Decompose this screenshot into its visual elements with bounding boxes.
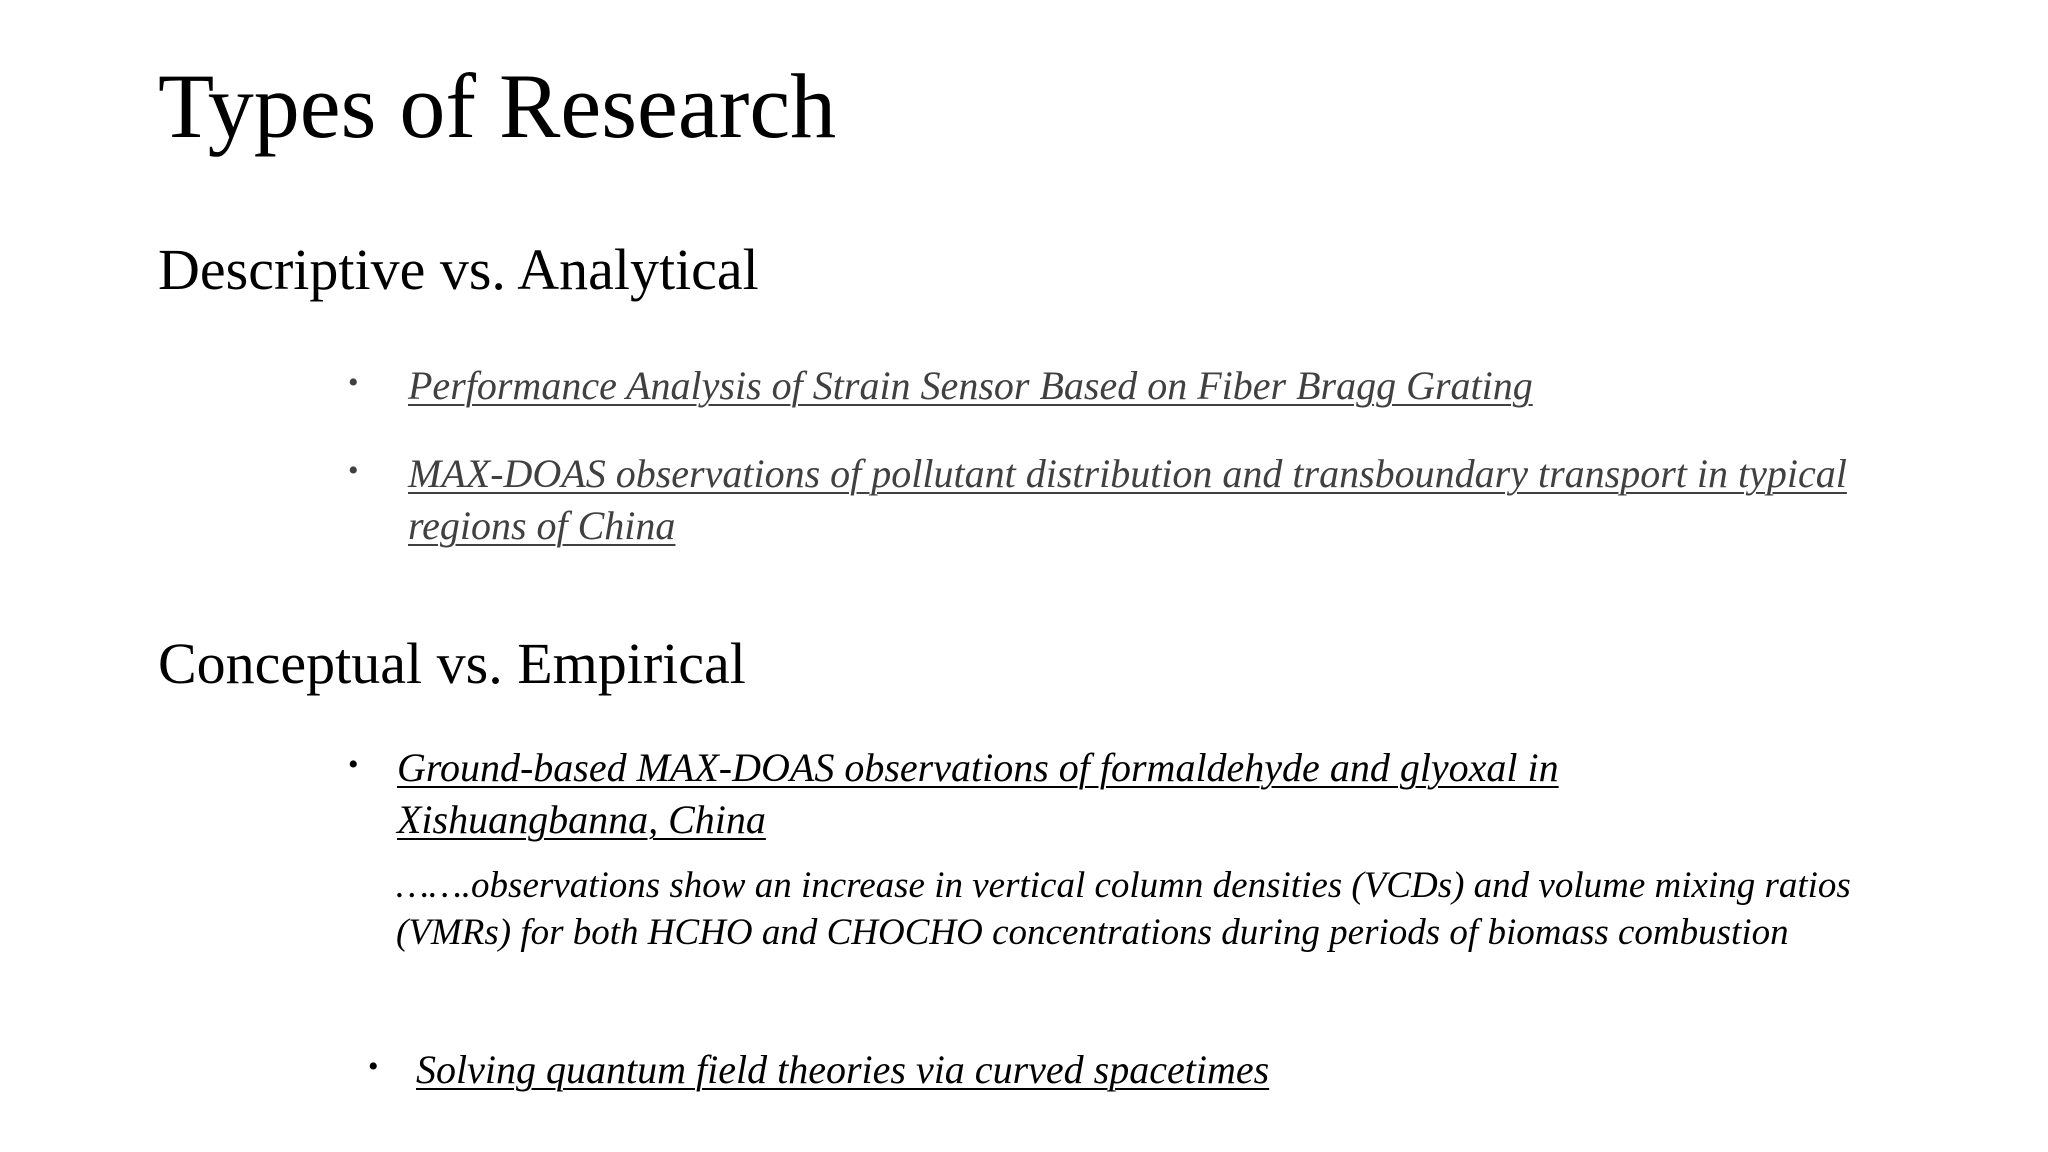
link-max-doas-pollutant-paper[interactable]: MAX-DOAS observations of pollutant distribution and transboundary transport in typical regions of China <box>408 451 1847 548</box>
bullet-icon: • <box>348 366 359 399</box>
section-heading-descriptive-analytical: Descriptive vs. Analytical <box>158 237 759 302</box>
slide-title: Types of Research <box>158 55 837 157</box>
link-strain-sensor-paper[interactable]: Performance Analysis of Strain Sensor Based on Fiber Bragg Grating <box>408 363 1533 408</box>
bullet-icon: • <box>348 454 359 487</box>
link-formaldehyde-glyoxal-paper[interactable]: Ground-based MAX-DOAS observations of formaldehyde and glyoxal in Xishuangbanna, China <box>397 745 1559 842</box>
bullet-icon: • <box>348 748 359 781</box>
section-heading-conceptual-empirical: Conceptual vs. Empirical <box>158 631 746 696</box>
abstract-excerpt: …….observations show an increase in vertical column densities (VCDs) and volume mixing ratios (VMRs) for both HCHO and CHOCHO concentrations during periods of biomass combustion <box>396 865 1851 953</box>
bullet-icon: • <box>368 1050 379 1083</box>
link-quantum-field-paper[interactable]: Solving quantum field theories via curved spacetimes <box>416 1047 1270 1092</box>
